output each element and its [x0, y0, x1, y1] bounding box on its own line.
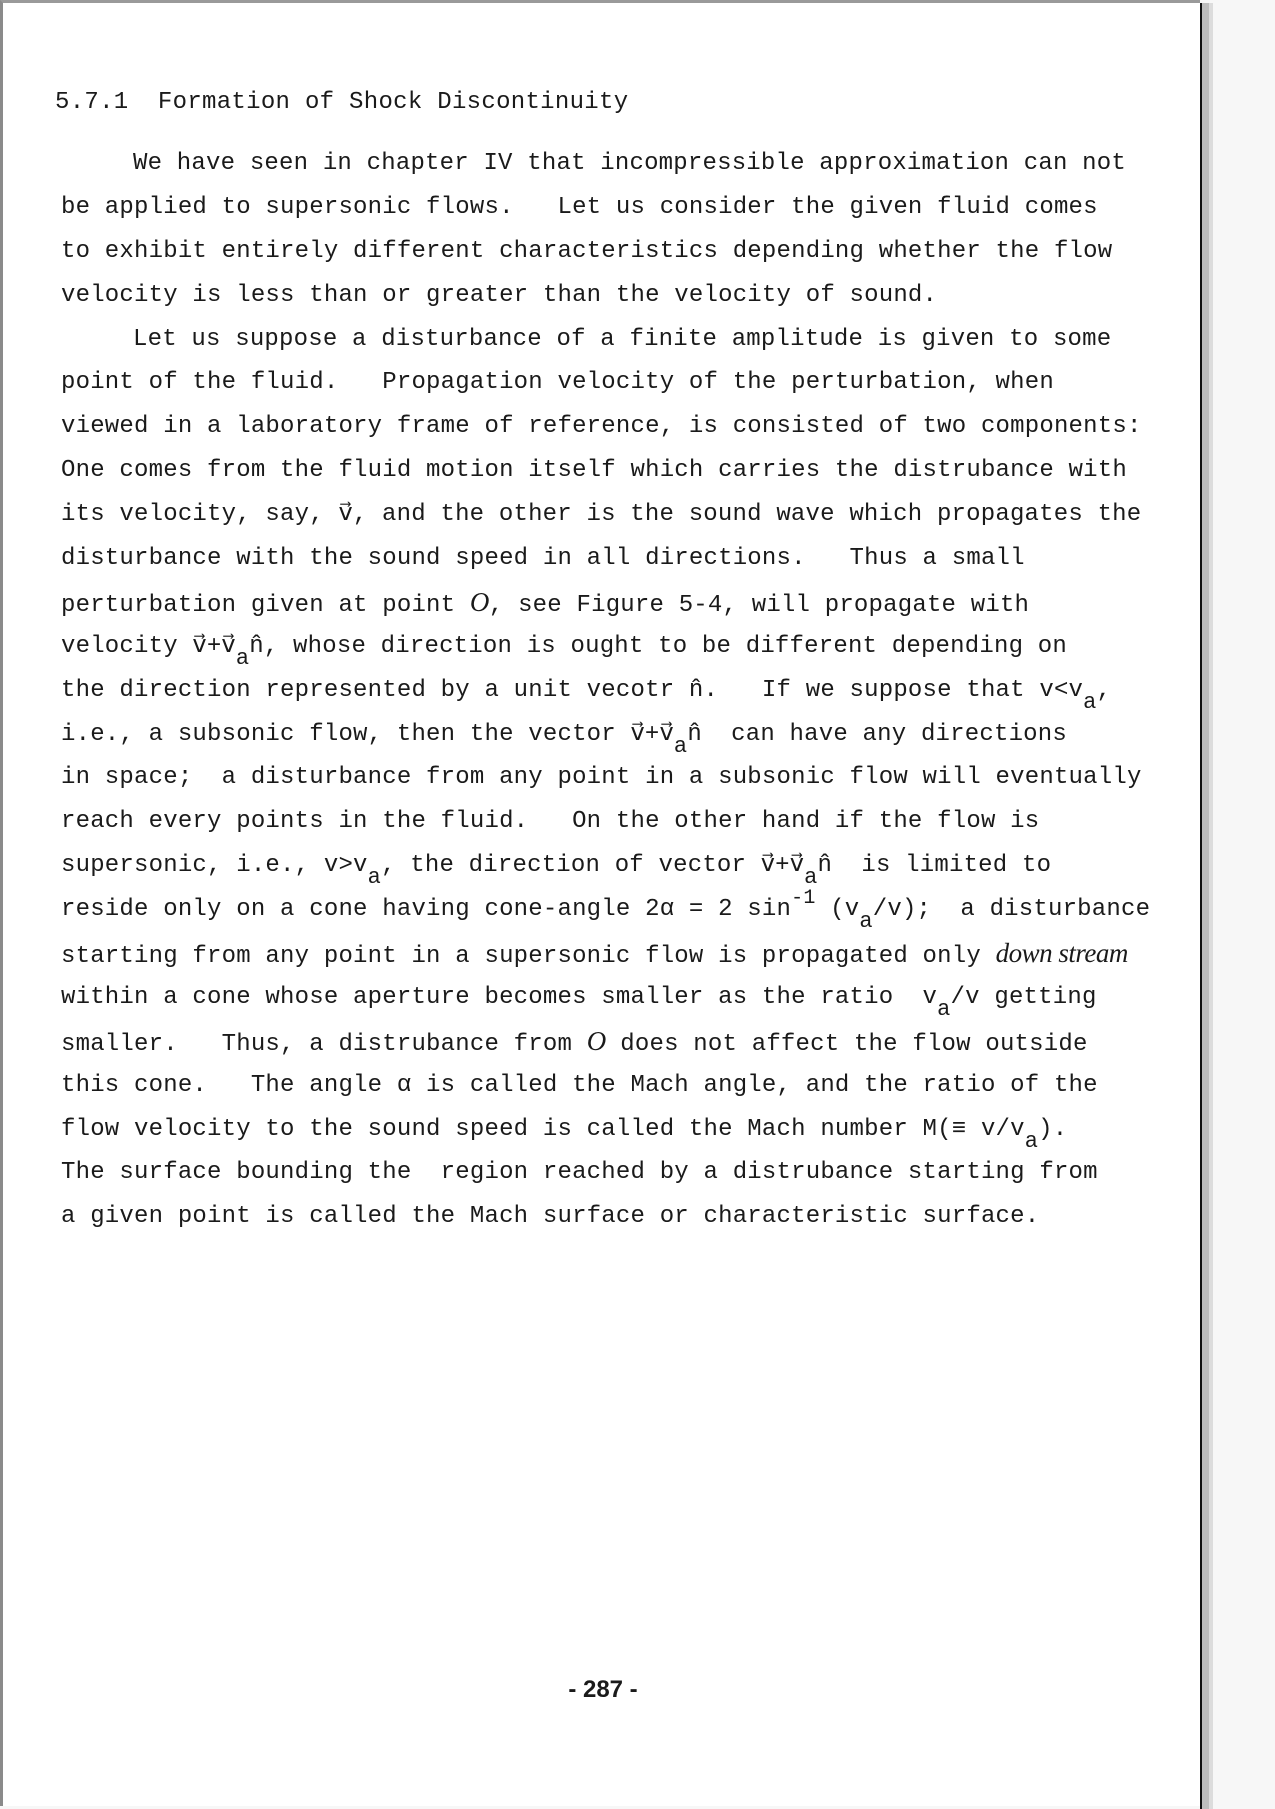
text-run: be applied to supersonic flows. Let us consider the given fluid comes [61, 193, 1098, 221]
text-line [61, 625, 1150, 669]
text-line [61, 887, 1151, 935]
text-run: /v getting [950, 983, 1097, 1011]
text-run: a given point is called the Mach surface or characteristic surface. [61, 1203, 1040, 1231]
text-line [61, 1195, 1150, 1239]
text-run: the direction represented by a unit vecotr n̂. If we suppose that v<v [61, 676, 1084, 704]
subscript: a [859, 909, 873, 935]
text-run: velocity is less than or greater than the velocity of sound. [61, 281, 938, 309]
text-run: , see Figure 5-4, will propagate with [488, 591, 1030, 619]
text-run: n̂ is limited to [817, 852, 1052, 880]
text-run: reside only on a cone having cone-angle 2α = 2 sin [61, 896, 792, 924]
subscript: a [804, 865, 818, 891]
text-run: Let us suppose a disturbance of a finite amplitude is given to some [133, 325, 1112, 353]
text-run: ). [1038, 1115, 1068, 1143]
text-run: its velocity, say, v⃗, and the other is the sound wave which propagates the [61, 501, 1142, 529]
text-run: velocity v⃗+v⃗ [61, 632, 236, 660]
page-shadow [1209, 3, 1213, 1809]
text-line [61, 713, 1150, 757]
text-line [61, 669, 1150, 713]
section-heading [55, 89, 628, 116]
text-run: (v [815, 896, 860, 924]
italic-run: O [586, 1025, 606, 1056]
page-edge [1200, 3, 1209, 1809]
text-line [61, 318, 1150, 362]
italic-run: O [469, 586, 489, 617]
text-line [61, 186, 1150, 230]
subscript: a [235, 645, 250, 671]
text-run: viewed in a laboratory frame of reference, is consisted of two components: [61, 413, 1142, 441]
text-run: smaller. Thus, a distrubance from [61, 1030, 587, 1058]
subscript: a [937, 996, 951, 1022]
subscript: a [673, 733, 688, 759]
text-run: starting from any point in a supersonic flow is propagated only [61, 943, 996, 971]
section-number: 5.7.1 [55, 89, 129, 116]
text-line [61, 361, 1150, 405]
text-run: , the direction of vector v⃗+v⃗ [381, 852, 805, 880]
text-run: perturbation given at point [61, 591, 470, 619]
text-run: reach every points in the fluid. On the other hand if the flow is [61, 808, 1040, 836]
text-run: /v); a disturbance [872, 896, 1151, 924]
text-line [61, 449, 1150, 493]
text-line [61, 493, 1150, 537]
text-run: flow velocity to the sound speed is called the Mach number M(≡ v/v [61, 1115, 1025, 1143]
text-run: disturbance with the sound speed in all directions. Thus a small [61, 545, 1025, 573]
text-run: does not affect the flow outside [605, 1030, 1088, 1058]
text-line [61, 756, 1150, 800]
text-line [61, 1108, 1150, 1152]
text-line [61, 142, 1150, 186]
subscript: a [1083, 689, 1097, 715]
text-run: i.e., a subsonic flow, then the vector v⃗+v⃗ [61, 720, 674, 748]
body-text [61, 142, 1150, 1239]
text-line [61, 1020, 1150, 1064]
text-line [61, 1064, 1150, 1108]
text-line [61, 405, 1150, 449]
subscript: a [367, 865, 382, 891]
text-line [61, 844, 1150, 891]
text-run: n̂ can have any directions [687, 720, 1067, 748]
superscript: -1 [791, 887, 816, 911]
text-line [61, 976, 1150, 1020]
text-run: One comes from the fluid motion itself which carries the distrubance with [61, 457, 1127, 485]
text-run: to exhibit entirely different characteristics depending whether the flow [61, 237, 1113, 265]
text-run: supersonic, i.e., v>v [61, 852, 368, 880]
subscript: a [1024, 1128, 1039, 1154]
text-run: n̂, whose direction is ought to be different depending on [249, 632, 1067, 660]
text-line [61, 581, 1150, 625]
italic-run: down stream [995, 938, 1128, 969]
text-line [61, 932, 1150, 976]
text-line [61, 1151, 1150, 1195]
text-run: within a cone whose aperture becomes smaller as the ratio v [61, 983, 938, 1011]
section-title: Formation of Shock Discontinuity [157, 89, 629, 116]
text-run: point of the fluid. Propagation velocity of the perturbation, when [61, 369, 1054, 397]
text-run: in space; a disturbance from any point in a subsonic flow will eventually [61, 764, 1142, 792]
text-line [61, 800, 1150, 844]
text-line [61, 274, 1150, 318]
text-line [61, 537, 1150, 581]
page-number: - 287 - [568, 1676, 638, 1703]
text-run: The surface bounding the region reached by a distrubance starting from [61, 1159, 1098, 1187]
text-run: We have seen in chapter IV that incompressible approximation can not [133, 150, 1126, 177]
text-run: this cone. The angle α is called the Mach angle, and the ratio of the [61, 1071, 1098, 1099]
text-run: , [1096, 676, 1112, 704]
text-line [61, 230, 1150, 274]
